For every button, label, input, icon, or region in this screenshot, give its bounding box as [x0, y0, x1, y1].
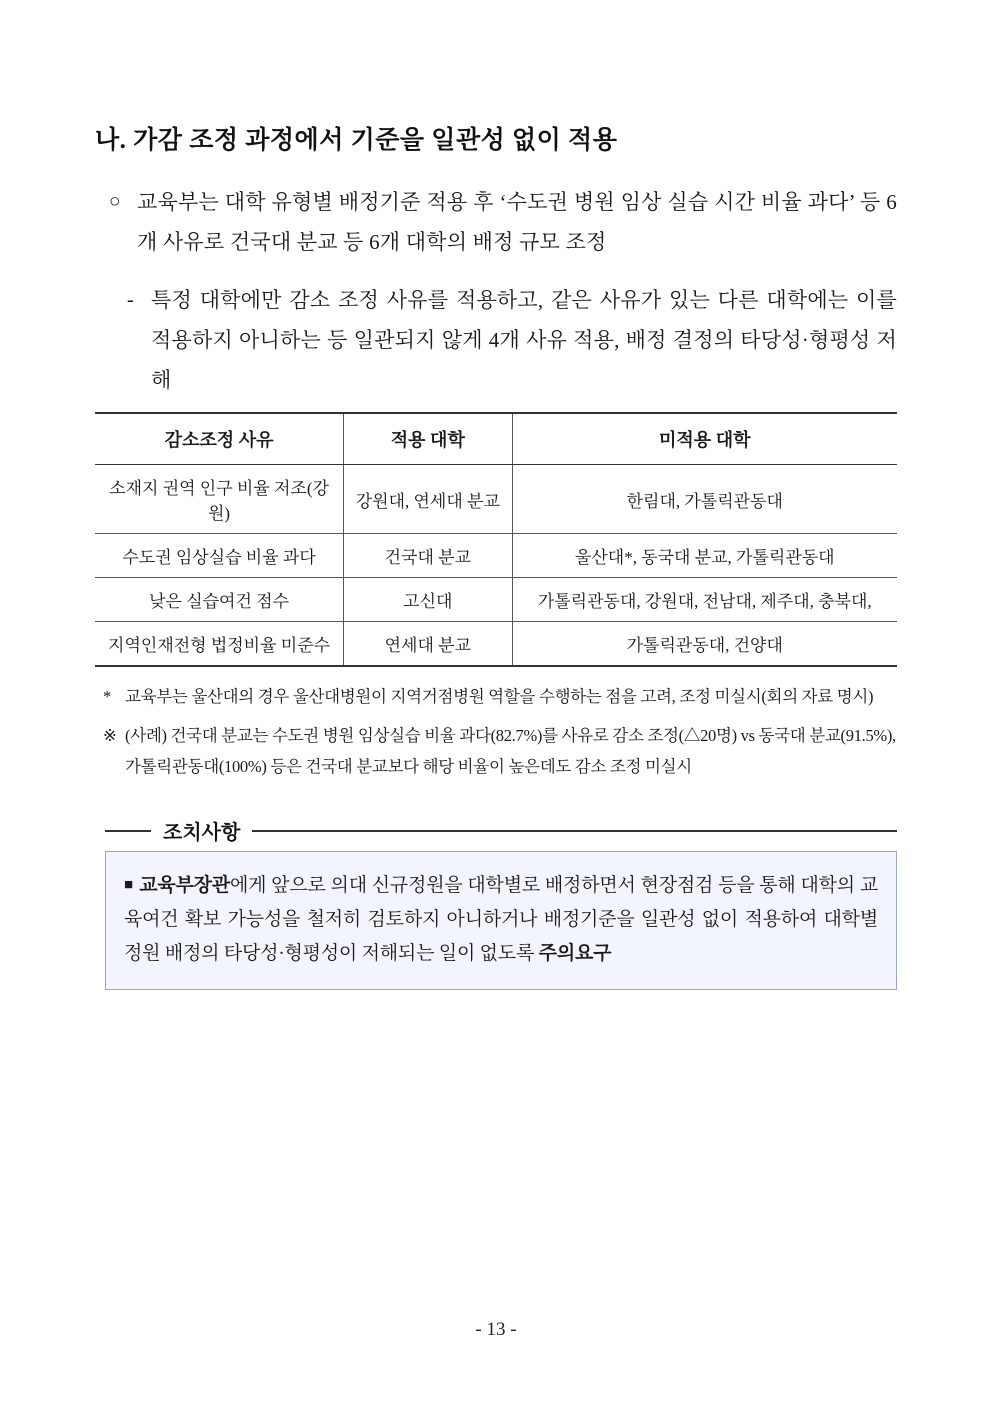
action-section-title: 조치사항 — [163, 822, 241, 844]
rule-right-divider — [252, 830, 897, 832]
table-cell-applied: 연세대 분교 — [344, 622, 512, 667]
table-cell-reason: 낮은 실습여건 점수 — [95, 578, 344, 622]
action-lead: 교육부장관 — [139, 875, 230, 896]
table-row — [95, 622, 897, 667]
bullet-item-circle — [95, 182, 897, 262]
table-row — [95, 534, 897, 578]
action-emphasis: 주의요구 — [538, 943, 612, 964]
table-cell-not-applied: 가톨릭관동대, 건양대 — [512, 622, 897, 667]
footnote-marker: * — [103, 687, 111, 706]
footnote-reference — [95, 720, 897, 782]
table-cell-not-applied: 한림대, 가톨릭관동대 — [512, 465, 897, 534]
table-cell-applied: 강원대, 연세대 분교 — [344, 465, 512, 534]
table-cell-not-applied: 울산대*, 동국대 분교, 가톨릭관동대 — [512, 534, 897, 578]
bullet-text-dash: 특정 대학에만 감소 조정 사유를 적용하고, 같은 사유가 있는 다른 대학에는 이를 적용하지 아니하는 등 일관되지 않게 4개 사유 적용, 배정 결정의 타당성·형평성 저해 — [151, 288, 897, 392]
table-header-cell: 감소조정 사유 — [95, 413, 344, 465]
action-body: 에게 앞으로 의대 신규정원을 대학별로 배정하면서 현장점검 등을 통해 대학의 교육여건 확보 가능성을 철저히 검토하지 아니하거나 배정기준을 일관성 없이 적용하여 대학별 정원 배정의 타당성·형평성이 저해되는 일이 없도록 — [124, 875, 878, 964]
table-row — [95, 465, 897, 534]
page-number: - 13 - — [475, 1319, 517, 1340]
table-cell-applied: 고신대 — [344, 578, 512, 622]
action-box — [105, 851, 897, 990]
footnote-text: (사례) 건국대 분교는 수도권 병원 임상실습 비율 과다(82.7%)를 사유로 감소 조정(△20명) vs 동국대 분교(91.5%), 가톨릭관동대(100%) 등은 건국대 분교보다 해당 비율이 높은데도 감소 조정 미실시 — [125, 726, 896, 776]
page-title: 나. 가감 조정 과정에서 기준을 일관성 없이 적용 — [95, 127, 618, 154]
table-cell-reason: 지역인재전형 법정비율 미준수 — [95, 622, 344, 667]
rule-left-divider — [105, 830, 151, 832]
table-header-row — [95, 413, 897, 465]
table-cell-applied: 건국대 분교 — [344, 534, 512, 578]
footnote-asterisk — [95, 681, 897, 712]
action-title-row — [105, 816, 897, 845]
bullet-marker-circle: ○ — [109, 191, 121, 212]
action-text — [124, 868, 878, 971]
table-cell-reason: 수도권 임상실습 비율 과다 — [95, 534, 344, 578]
footnote-marker: ※ — [103, 726, 117, 745]
bullet-item-dash — [95, 280, 897, 400]
table-cell-not-applied: 가톨릭관동대, 강원대, 전남대, 제주대, 충북대, — [512, 578, 897, 622]
table-header-cell: 미적용 대학 — [512, 413, 897, 465]
adjustment-reasons-table — [95, 412, 897, 667]
table-row — [95, 578, 897, 622]
table-header-cell: 적용 대학 — [344, 413, 512, 465]
footnote-text: 교육부는 울산대의 경우 울산대병원이 지역거점병원 역할을 수행하는 점을 고려, 조정 미실시(회의 자료 명시) — [125, 687, 874, 706]
table-cell-reason: 소재지 권역 인구 비율 저조(강원) — [95, 465, 344, 534]
square-bullet-icon: ■ — [124, 877, 134, 893]
action-section — [95, 816, 897, 990]
bullet-text-circle: 교육부는 대학 유형별 배정기준 적용 후 ‘수도권 병원 임상 실습 시간 비율 과다’ 등 6개 사유로 건국대 분교 등 6개 대학의 배정 규모 조정 — [137, 190, 897, 254]
bullet-marker-dash: - — [127, 289, 134, 311]
